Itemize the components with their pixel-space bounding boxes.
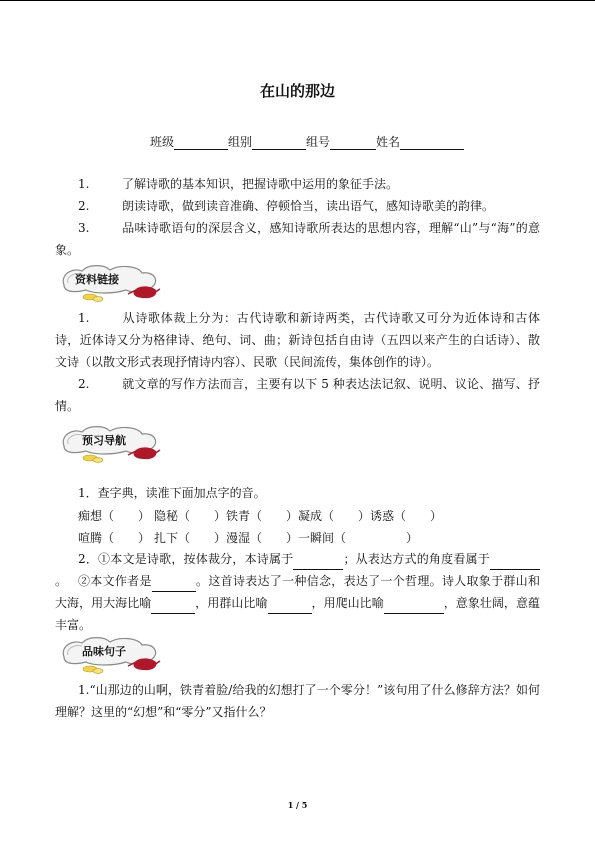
group-blank	[252, 137, 306, 150]
pinyin-item: 凝成（ ）	[298, 509, 371, 523]
pinyin-item: 痴想（ ）	[78, 509, 151, 523]
pinyin-item: 隐秘（ ）	[154, 509, 227, 523]
answer-blank	[151, 601, 195, 614]
group-no-blank	[330, 137, 376, 150]
page-title: 在山的那边	[259, 82, 335, 100]
name-label: 姓名	[376, 135, 401, 149]
pinyin-item: 一瞬间（ ）	[298, 531, 419, 545]
top-border-line	[0, 0, 595, 1]
banner-label-sentences: 品味句子	[82, 645, 126, 658]
answer-blank	[293, 557, 343, 570]
objective-2: 2. 朗读诗歌，做到读音准确、停顿恰当，读出语气，感知诗歌美的韵律。	[78, 199, 495, 213]
preview-question-1: 1．查字典，读准下面加点字的音。	[78, 486, 266, 500]
objective-1: 1. 了解诗歌的基本知识，把握诗歌中运用的象征手法。	[78, 177, 399, 191]
resources-item-1: 1. 从诗歌体裁上分为：古代诗歌和新诗两类，古代诗歌又可分为近体诗和古体诗，近体诗又分为格律诗、绝句、词、曲；新诗包括自由诗（五四以来产生的白话诗）、散文诗（以散文形式表现抒情诗内容）、民歌（民间流传，集体创作的诗）。	[55, 311, 540, 369]
banner-label-resources: 资料链接	[75, 273, 119, 286]
objective-3: 3. 品味诗歌语句的深层含义，感知诗歌所表达的思想内容，理解“山”与“海”的意象。	[55, 221, 540, 257]
answer-blank	[490, 557, 540, 570]
pinyin-row-2	[78, 529, 418, 546]
banner-label-preview: 预习导航	[82, 434, 126, 447]
pinyin-item: 漫湿（ ）	[226, 531, 299, 545]
name-blank	[400, 137, 464, 150]
class-blank	[174, 137, 228, 150]
answer-blank	[384, 601, 444, 614]
answer-blank	[152, 579, 196, 592]
pinyin-item: 喧腾（ ）	[78, 531, 151, 545]
group-no-label: 组号	[306, 135, 331, 149]
pinyin-item: 铁青（ ）	[226, 509, 299, 523]
page-number: 1 / 5	[287, 800, 308, 810]
group-label: 组别	[228, 135, 253, 149]
answer-blank	[268, 601, 312, 614]
student-info-line	[150, 133, 464, 150]
pinyin-item: 诱惑（ ）	[370, 509, 443, 523]
section-banner-sentences	[58, 635, 162, 677]
section-banner-preview	[58, 424, 162, 466]
sentence-question-1: 1.“山那边的山啊，铁青着脸/给我的幻想打了一个零分！”该句用了什么修辞方法？如何理解？这里的“幻想”和“零分”又指什么？	[55, 683, 540, 719]
pinyin-item: 扎下（ ）	[154, 531, 227, 545]
pinyin-row-1	[78, 507, 442, 524]
preview-question-2: 2．①本文是诗歌，按体裁分，本诗属于 ；从表达方式的角度看属于。	[55, 548, 540, 592]
class-label: 班级	[150, 135, 175, 149]
resources-item-2: 2. 就文章的写作方法而言，主要有以下 5 种表达法记叙、说明、议论、描写、抒情。	[55, 377, 540, 413]
section-banner-resources	[58, 263, 162, 305]
preview-question-3: ②本文作者是 。这首诗表达了一种信念，表达了一个哲理。诗人取象于群山和大海，用大海比喻 ，用群山比喻 ，用爬山比喻 ，意象壮阔，意蕴丰富。	[55, 574, 540, 632]
